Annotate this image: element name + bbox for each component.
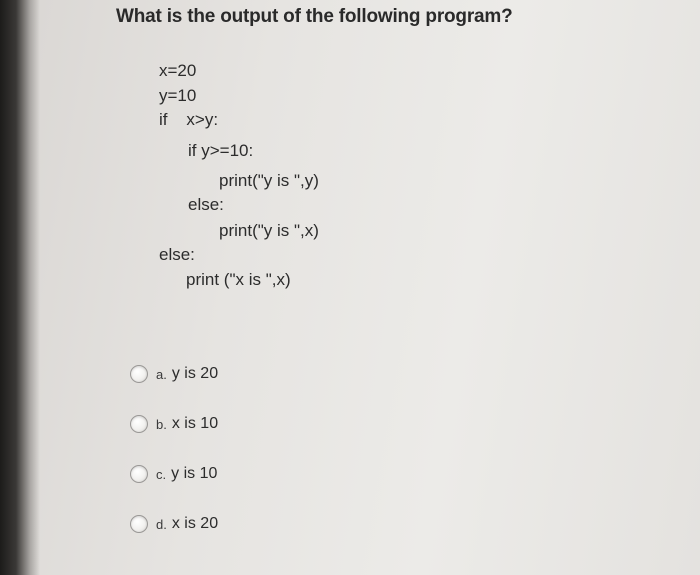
code-line: print("y is ",y) — [219, 171, 319, 190]
code-line: if y>=10: — [188, 141, 254, 160]
code-line: else: — [159, 245, 195, 264]
option-letter: c. — [156, 466, 167, 482]
option-letter: d. — [156, 516, 167, 532]
option-b[interactable] — [130, 415, 218, 433]
option-label: x is 20 — [171, 515, 219, 532]
code-line: print("y is ",x) — [219, 221, 319, 240]
code-line: if x>y: — [159, 110, 219, 129]
radio-button[interactable] — [130, 465, 148, 483]
option-c[interactable] — [130, 465, 217, 483]
radio-button[interactable] — [130, 515, 148, 533]
code-line: x=20 — [159, 61, 197, 80]
code-line: else: — [188, 195, 224, 214]
radio-button[interactable] — [130, 415, 148, 433]
option-label: y is 20 — [171, 365, 219, 382]
option-d[interactable] — [130, 515, 218, 533]
code-line: print ("x is ",x) — [186, 270, 291, 289]
option-letter: b. — [156, 416, 167, 432]
code-line: y=10 — [159, 86, 197, 105]
radio-button[interactable] — [130, 365, 148, 383]
option-label: y is 10 — [171, 465, 218, 482]
question-text: What is the output of the following program? — [116, 6, 513, 27]
option-a[interactable] — [130, 365, 218, 383]
option-letter: a. — [156, 366, 167, 382]
option-label: x is 10 — [171, 415, 219, 432]
